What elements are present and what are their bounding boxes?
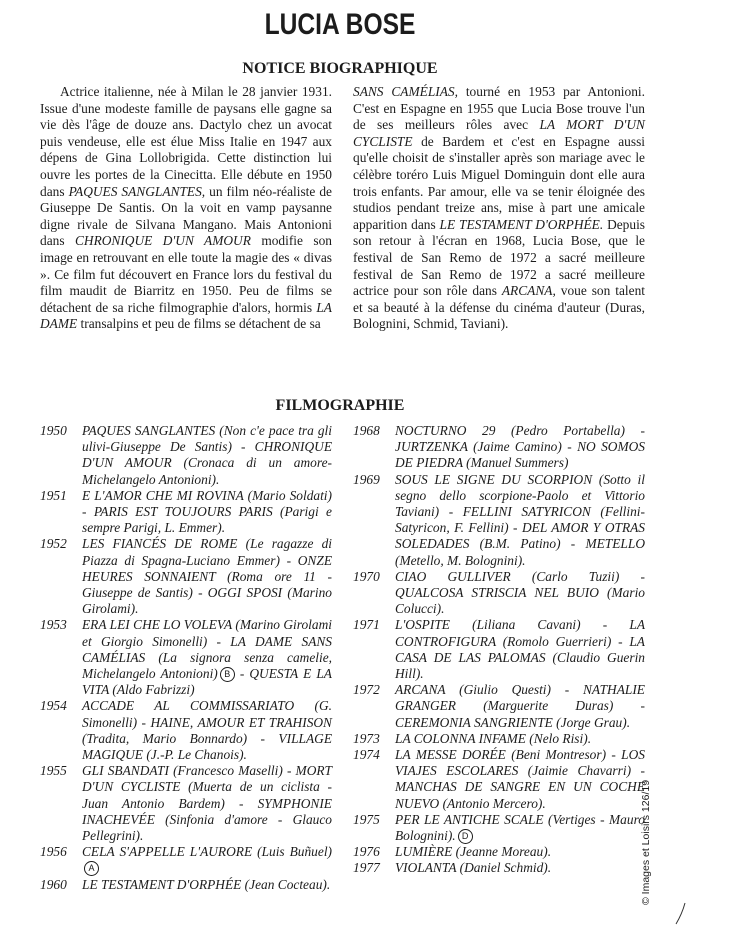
filmography-entry [353, 472, 645, 569]
filmography-titles: LA COLONNA INFAME (Nelo Risi). [395, 730, 592, 746]
filmography-titles: LE TESTAMENT D'ORPHÉE (Jean Cocteau). [82, 876, 331, 892]
filmography-entry [353, 731, 645, 747]
filmography-year: 1955 [40, 763, 67, 779]
filmography-entry [40, 536, 332, 617]
filmography-year: 1968 [353, 423, 380, 438]
rating-badge-icon: D [458, 829, 473, 844]
filmography-year: 1956 [40, 844, 67, 860]
filmography-entry [353, 747, 645, 812]
filmography-entry [40, 763, 332, 844]
filmography-titles: PAQUES SANGLANTES (Non c'e pace tra gli ulivi-Giuseppe De Santis) - CHRONIQUE D'UN AMOUR (Cronaca di un amore-Michelangelo Antonioni). [82, 423, 332, 487]
bio-paragraph: Actrice italienne, née à Milan le 28 janvier 1931. Issue d'une modeste famille de paysans elle gagne sa vie dès l'âge de douze ans. Dactylo chez un avocat puis vendeuse, elle est élue Miss Italie en 1947 aux dépens de Gina Lollobrigida. Cette distinction lui ouvre les portes de la Cinecitta. Elle débute en 1950 dans PAQUES SANGLANTES, un film néo-réaliste de Giuseppe De Santis. On la voit en vamp paysanne digne rivale de Silvana Mangano. Mais Antonioni dans CHRONIQUE D'UN AMOUR modifie son image en retrouvant en elle toute la magie des « divas ». Ce film fut découvert en France lors du festival du film maudit de Biarritz en 1950. Peu de films se détachent de sa riche filmographie d'alors, hormis LA DAME transalpins et peu de films se détachent de sa [40, 84, 332, 332]
filmography-entry [353, 617, 645, 682]
filmography-year: 1977 [353, 860, 380, 876]
filmography-year: 1970 [353, 568, 380, 584]
filmography-entry [40, 488, 332, 537]
filmography-entry [40, 844, 332, 876]
filmography-year: 1976 [353, 844, 380, 860]
filmography-entry [40, 617, 332, 698]
filmography-year: 1952 [40, 536, 67, 552]
filmography-titles: CIAO GULLIVER (Carlo Tuzii) - QUALCOSA STRISCIA NEL BUIO (Mario Colucci). [395, 568, 645, 617]
filmography-titles: ARCANA (Giulio Questi) - NATHALIE GRANGER (Marguerite Duras) - CEREMONIA SANGRIENTE (Jorge Grau). [395, 682, 645, 730]
rating-badge-icon: B [220, 667, 235, 682]
filmography-titles: LUMIÈRE (Jeanne Moreau). [395, 844, 552, 860]
filmography-titles: SOUS LE SIGNE DU SCORPION (Sotto il segno dello scorpione-Paolo et Vittorio Taviani) - FELLINI SATYRICON (Fellini-Satyricon, F. Fellini) - DEL AMOR Y OTRAS SOLEDADES (B.M. Patino) - METELLO (Metello, M. Bolognini). [395, 471, 645, 568]
filmography-entry [40, 423, 332, 488]
filmography-entry [40, 877, 332, 893]
filmography-titles: GLI SBANDATI (Francesco Maselli) - MORT D'UN CYCLISTE (Muerta de un ciclista - Juan Antonio Bardem) - SYMPHONIE INACHEVÉE (Sinfonia d'amore - Glauco Pellegrini). [82, 763, 332, 844]
filmography-year: 1974 [353, 747, 380, 763]
rating-badge-icon: A [84, 861, 99, 876]
filmography-year: 1969 [353, 471, 380, 487]
bio-column-right [353, 84, 645, 333]
filmography-year: 1954 [40, 698, 67, 714]
pen-mark-icon [674, 902, 688, 926]
filmography-entry [353, 423, 645, 472]
filmography-titles: ERA LEI CHE LO VOLEVA (Marino Girolami et Giorgio Simonelli) - LA DAME SANS CAMÉLIAS (La signora senza camelie, Michelangelo Antonioni) B - QUESTA E LA VITA (Aldo Fabrizzi) [82, 617, 332, 698]
filmography-entry [353, 682, 645, 731]
filmography-titles: LA MESSE DORÉE (Beni Montresor) - LOS VIAJES ESCOLARES (Jaimie Chavarri) - MANCHAS DE SANGRE EN UN COCHE NUEVO (Antonio Mercero). [395, 747, 645, 811]
bio-paragraph: SANS CAMÉLIAS, tourné en 1953 par Antonioni. C'est en Espagne en 1955 que Lucia Bose trouve l'un de ses meilleurs rôles avec LA MORT D'UN CYCLISTE de Bardem et c'est en Espagne aussi qu'elle choisit de s'installer après son mariage avec le célèbre toréro Luis Miguel Dominguin dont elle aura trois enfants. Par amour, elle va se tenir éloignée des studios pendant treize ans, mise à part une amicale apparition dans LE TESTAMENT D'ORPHÉE. Depuis son retour à l'écran en 1968, Lucia Bose, que le festival de San Remo de 1972 a sacré meilleure festival de San Remo de 1972 a sacré meilleure actrice pour son rôle dans ARCANA, voue son talent et sa beauté à la défense du cinéma d'auteur (Duras, Bolognini, Schmid, Taviani). [353, 84, 645, 332]
filmography-entry [353, 569, 645, 618]
filmography-titles: L'OSPITE (Liliana Cavani) - LA CONTROFIGURA (Romolo Guerrieri) - LA CASA DE LAS PALOMAS (Claudio Guerin Hill). [395, 617, 645, 682]
bio-heading: NOTICE BIOGRAPHIQUE [242, 60, 438, 77]
filmography-year: 1971 [353, 617, 380, 633]
filmography-titles: ACCADE AL COMMISSARIATO (G. Simonelli) - HAINE, AMOUR ET TRAHISON (Tradita, Mario Bonnardo) - VILLAGE MAGIQUE (J.-P. Le Chanois). [82, 698, 332, 763]
filmography-left [40, 423, 332, 893]
filmography-year: 1951 [40, 487, 67, 503]
filmography-entry [353, 844, 645, 860]
filmography-titles: LES FIANCÉS DE ROME (Le ragazze di Piazza di Spagna-Luciano Emmer) - ONZE HEURES SONNAIENT (Roma ore 11 - Giuseppe de Santis) - OGGI SPOSI (Marino Girolami). [82, 536, 332, 617]
image-credit: © Images et Loisirs 126/19 [640, 779, 652, 905]
filmography-heading: FILMOGRAPHIE [275, 397, 405, 414]
filmography-year: 1953 [40, 617, 67, 633]
filmography-year: 1960 [40, 876, 67, 892]
filmography-entry [353, 860, 645, 876]
filmography-year: 1950 [40, 423, 67, 438]
filmography-entry [40, 698, 332, 763]
filmography-year: 1972 [353, 682, 380, 698]
page-title: LUCIA BOSE [264, 8, 416, 41]
filmography-right [353, 423, 645, 877]
filmography-titles: PER LE ANTICHE SCALE (Vertiges - Mauro Bolognini). D [395, 811, 645, 844]
filmography-year: 1975 [353, 811, 380, 827]
filmography-titles: NOCTURNO 29 (Pedro Portabella) - JURTZENKA (Jaime Camino) - NO SOMOS DE PIEDRA (Manuel Summers) [395, 423, 645, 471]
filmography-titles: E L'AMOR CHE MI ROVINA (Mario Soldati) - PARIS EST TOUJOURS PARIS (Parigi e sempre Parigi, L. Emmer). [82, 487, 332, 536]
filmography-titles: CELA S'APPELLE L'AURORE (Luis Buñuel)A [82, 844, 332, 876]
bio-column-left [40, 84, 332, 333]
filmography-entry [353, 812, 645, 844]
filmography-titles: VIOLANTA (Daniel Schmid). [395, 860, 552, 876]
filmography-year: 1973 [353, 730, 380, 746]
